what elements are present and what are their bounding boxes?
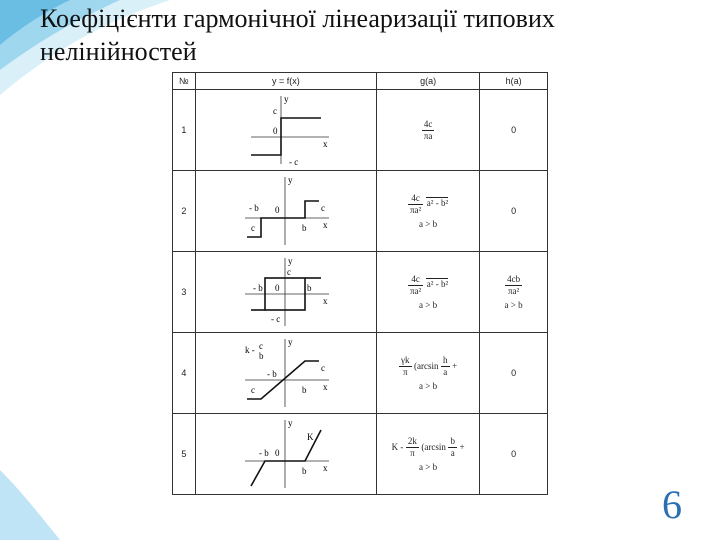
saturation-plot xyxy=(231,335,341,411)
characteristic-plot xyxy=(195,414,376,495)
svg-text:y: y xyxy=(287,175,293,185)
svg-text:x: x xyxy=(322,463,328,473)
h-value: 0 xyxy=(480,333,548,414)
svg-text:c: c xyxy=(250,385,255,395)
svg-text:0: 0 xyxy=(274,448,280,458)
hysteresis-relay-plot xyxy=(231,254,341,330)
table-header-row xyxy=(173,73,548,90)
table-row xyxy=(173,90,548,171)
svg-text:y: y xyxy=(287,256,293,266)
svg-text:c: c xyxy=(258,341,263,351)
svg-text:k -: k - xyxy=(244,345,255,355)
deadzone-relay-plot xyxy=(231,173,341,249)
svg-text:y: y xyxy=(287,337,293,347)
header-function: y = f(x) xyxy=(195,73,376,90)
svg-text:b: b xyxy=(301,466,307,476)
h-value: 0 xyxy=(480,171,548,252)
svg-text:0: 0 xyxy=(274,205,280,215)
corner-decoration-bottom xyxy=(0,450,60,540)
table-row xyxy=(173,252,548,333)
header-h: h(a) xyxy=(480,73,548,90)
row-number: 5 xyxy=(173,414,196,495)
svg-text:c: c xyxy=(320,363,325,373)
coefficients-table xyxy=(172,72,548,495)
svg-text:- b: - b xyxy=(258,448,269,458)
svg-text:0: 0 xyxy=(272,126,278,136)
svg-text:b: b xyxy=(258,351,264,361)
svg-text:c: c xyxy=(250,223,255,233)
characteristic-plot xyxy=(195,252,376,333)
table-row xyxy=(173,171,548,252)
table-row xyxy=(173,333,548,414)
characteristic-plot xyxy=(195,90,376,171)
svg-text:- c: - c xyxy=(288,157,299,167)
row-number: 4 xyxy=(173,333,196,414)
header-number: № xyxy=(173,73,196,90)
deadzone-plot xyxy=(231,416,341,492)
svg-text:- c: - c xyxy=(270,314,281,324)
svg-text:c: c xyxy=(286,267,291,277)
svg-text:x: x xyxy=(322,220,328,230)
svg-text:x: x xyxy=(322,382,328,392)
g-formula: $\frac{4c}{\text{πa²}}$ a² - b² a > b xyxy=(377,171,480,252)
svg-text:x: x xyxy=(322,139,328,149)
g-formula: $\frac{4c}{\pi a}$ xyxy=(377,90,480,171)
characteristic-plot xyxy=(195,171,376,252)
h-value: 0 xyxy=(480,414,548,495)
svg-text:x: x xyxy=(322,296,328,306)
svg-text:- b: - b xyxy=(266,369,277,379)
g-formula: $\frac{4c}{\text{πa²}}$ a² - b² a > b xyxy=(377,252,480,333)
svg-text:y: y xyxy=(287,418,293,428)
row-number: 2 xyxy=(173,171,196,252)
svg-text:b: b xyxy=(301,223,307,233)
header-g: g(a) xyxy=(377,73,480,90)
svg-text:c: c xyxy=(320,203,325,213)
h-value: 0 xyxy=(480,90,548,171)
svg-text:- b: - b xyxy=(248,203,259,213)
row-number: 3 xyxy=(173,252,196,333)
g-formula: K - $\frac{2k}{\pi}$ (arcsin $\frac{b}{a}$ + a > b xyxy=(377,414,480,495)
svg-text:b: b xyxy=(301,385,307,395)
table-row xyxy=(173,414,548,495)
slide-title: Коефіцієнти гармонічної лінеаризації типових нелінійностей xyxy=(40,4,555,66)
svg-text:0: 0 xyxy=(274,283,280,293)
page-number: 6 xyxy=(662,482,682,527)
row-number: 1 xyxy=(173,90,196,171)
relay-plot xyxy=(231,92,341,168)
g-formula: $\frac{\gamma k}{\pi}$ (arcsin $\frac{h}{a}$ + a > b xyxy=(377,333,480,414)
svg-text:b: b xyxy=(306,283,312,293)
characteristic-plot xyxy=(195,333,376,414)
svg-text:- b: - b xyxy=(252,283,263,293)
svg-text:c: c xyxy=(272,106,277,116)
svg-text:y: y xyxy=(283,94,289,104)
h-formula: $\frac{4cb}{\text{πa²}}$ a > b xyxy=(480,252,548,333)
svg-text:K: K xyxy=(306,432,314,442)
